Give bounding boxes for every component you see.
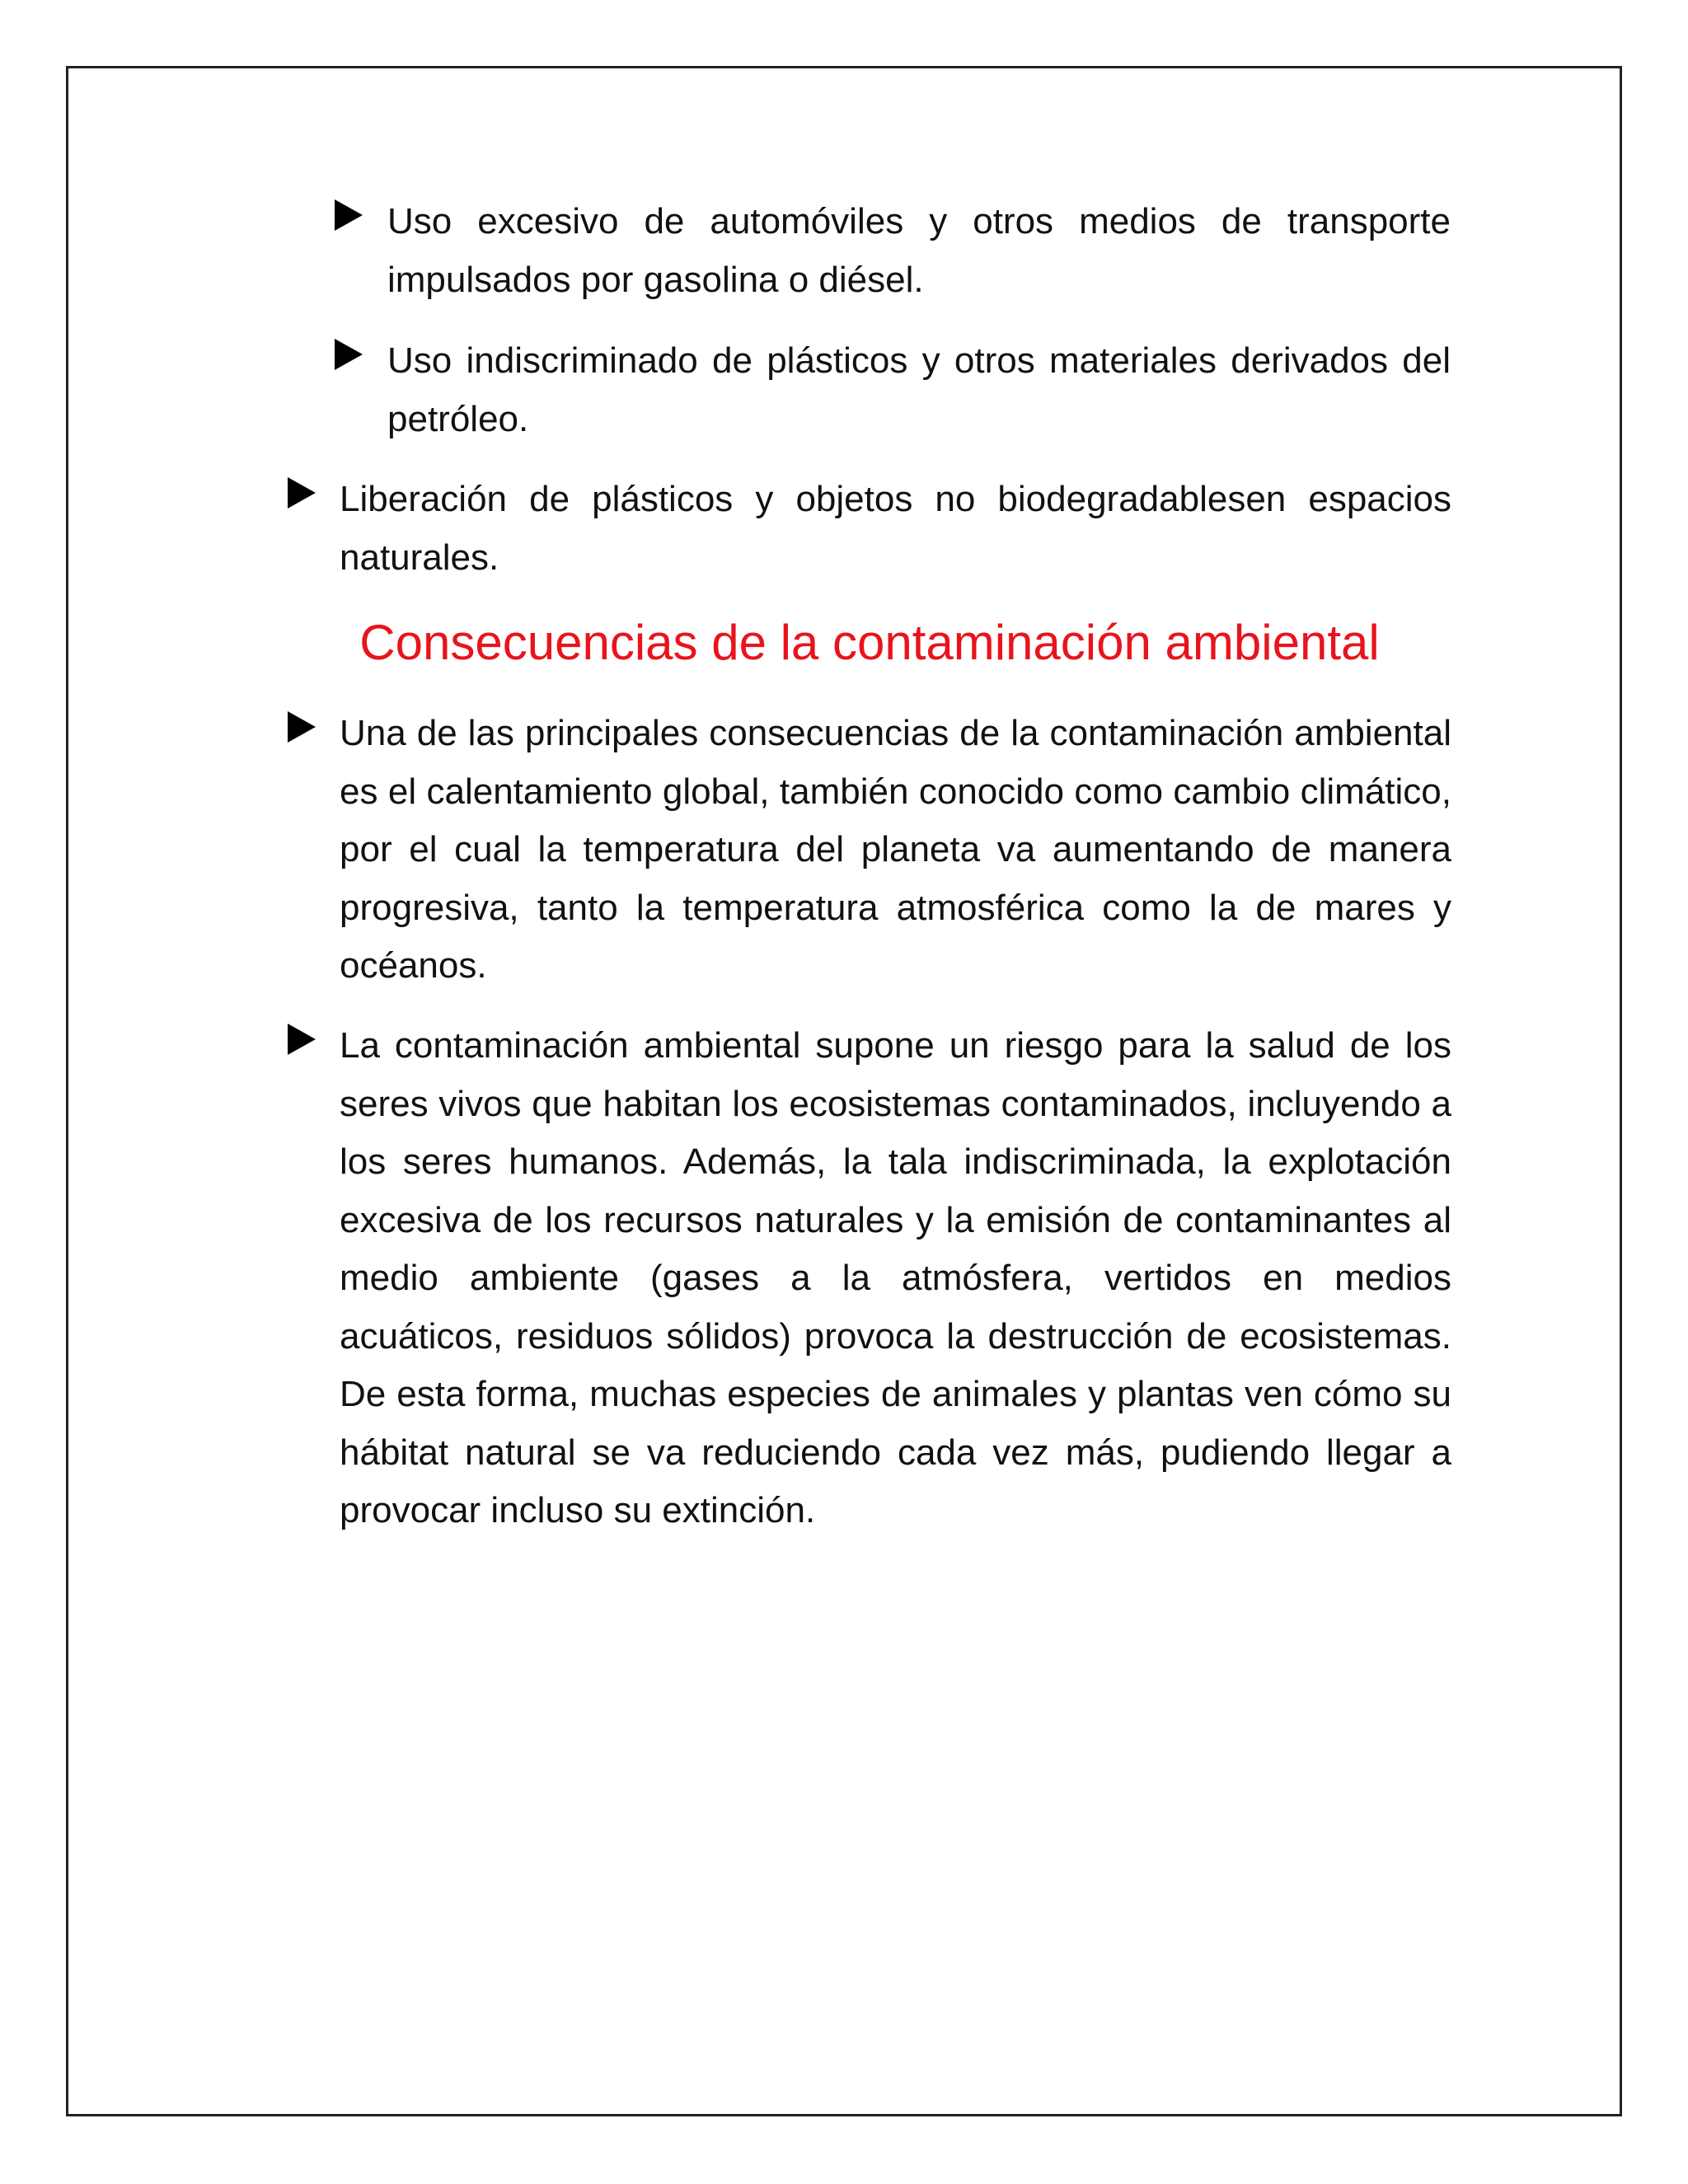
paragraph: Una de las principales consecuencias de la contaminación ambiental es el calentamiento global, también conocido como cambio climático, por el cual la temperatura del planeta va aumentando de manera progresiva, tanto la temperatura atmosférica como la de mares y océanos. [340, 713, 1451, 986]
list-item-text: Liberación de plásticos y objetos no biodegradablesen espacios naturales. [340, 479, 1451, 578]
triangle-right-icon [335, 339, 363, 370]
triangle-right-icon [288, 711, 316, 743]
list-item-text: Uso indiscriminado de plásticos y otros materiales derivados del petróleo. [387, 340, 1451, 439]
paragraph: La contaminación ambiental supone un riesgo para la salud de los seres vivos que habitan los ecosistemas contaminados, incluyendo a los seres humanos. Además, la tala indiscriminada, la explotación excesiva de los recursos naturales y la emisión de contaminantes al medio ambiente (gases a la atmósfera, vertidos en medios acuáticos, residuos sólidos) provoca la destrucción de ecosistemas. De esta forma, muchas especies de animales y plantas ven cómo su hábitat natural se va reduciendo cada vez más, pudiendo llegar a provocar incluso su extinción. [340, 1025, 1451, 1530]
list-item [288, 705, 1451, 996]
list-item-text: Uso excesivo de automóviles y otros medios de transporte impulsados por gasolina o diésel. [387, 201, 1451, 300]
section-heading: Consecuencias de la contaminación ambiental [359, 615, 1380, 670]
triangle-right-icon [288, 1024, 316, 1055]
list-item [288, 1017, 1451, 1540]
triangle-right-icon [335, 199, 363, 231]
list-item [335, 193, 1451, 309]
triangle-right-icon [288, 477, 316, 509]
list-item [288, 471, 1451, 587]
list-item [335, 332, 1451, 448]
